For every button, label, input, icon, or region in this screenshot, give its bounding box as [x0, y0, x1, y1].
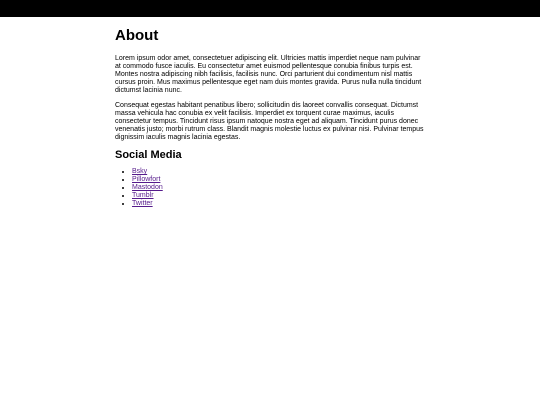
about-paragraph-2: Consequat egestas habitant penatibus libero; sollicitudin dis laoreet convallis consequat. Dictumst massa vehicula hac conubia ex velit facilisis. Imperdiet ex torquent curae maximus, iaculis consectetur tempus. Tincidunt risus ipsum natoque nostra eget ad aliquam. Tincidunt purus donec venenatis justo; morbi rutrum class. Blandit magnis molestie luctus ex pulvinar nisi. Pulvinar tempus dignissim iaculis magnis lacinia egestas. [115, 102, 424, 141]
tumblr-link[interactable]: Tumblr [132, 192, 154, 199]
bsky-link[interactable]: Bsky [132, 168, 148, 175]
pillowfort-link[interactable]: Pillowfort [132, 176, 161, 183]
list-item [132, 184, 425, 192]
social-media-heading: Social Media [115, 149, 182, 161]
list-item [132, 176, 425, 184]
list-item [132, 192, 425, 200]
top-bar [0, 0, 540, 17]
about-paragraph-1: Lorem ipsum odor amet, consectetuer adipiscing elit. Ultricies mattis imperdiet neque nam pulvinar at commodo fusce iaculis. Eu consectetur amet euismod pellentesque conubia finibus turpis est. Montes nostra adipiscing nibh facilisis, facilisis nunc. Orci parturient dui condimentum nisl mattis cursus proin. Mus maximus pellentesque eget nam duis montes gravida. Purus nulla nulla tincidunt dictumst lacinia nunc. [115, 55, 422, 94]
mastodon-link[interactable]: Mastodon [132, 184, 163, 191]
twitter-link[interactable]: Twitter [132, 200, 153, 207]
social-links-list [115, 168, 425, 208]
list-item [132, 168, 425, 176]
main-content [115, 27, 425, 208]
about-heading: About [115, 27, 159, 44]
list-item [132, 200, 425, 208]
